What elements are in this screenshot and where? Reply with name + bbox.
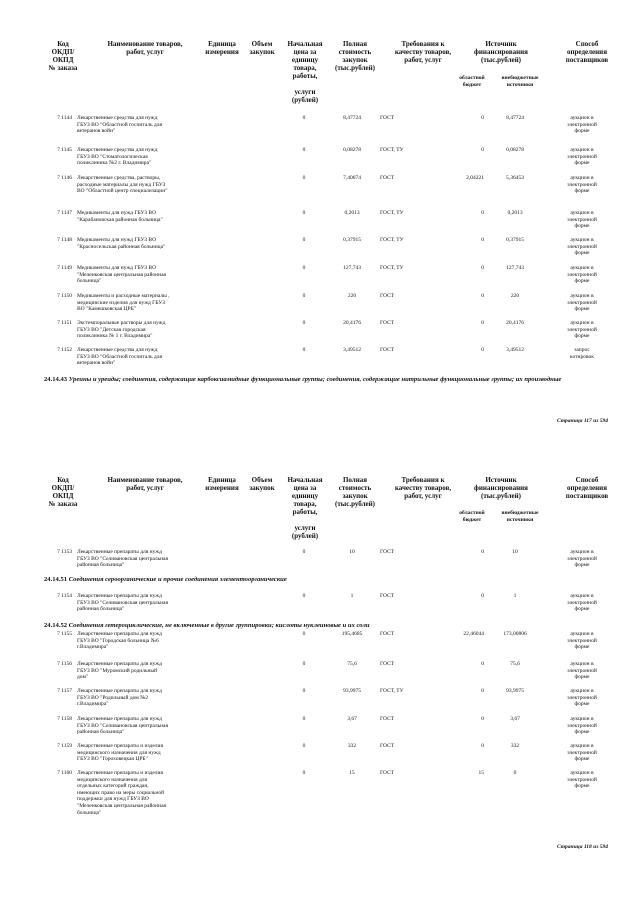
page-118: Код ОКДП/ ОКПД № заказа Наименование товаров, работ, услуг Единица измерения Объем закупок Начальная цена за единицу товара, работы, услуги (рублей) Полная стоимость закупок (тыс.рублей) Требования к качеству товаров, работ, услуг Источник финансирования (тыс.рублей) областной бюджет внебюджетные источники Способ определения поставщиков 7 1153 Лекарственные препараты для нужд ГБУЗ ВО "Селивановская центральная районная больница" 0 10 ГОСТ 0 10 аукцион в электронной форме 24.14.51 Соединения сероорганические и прочие соединения элементоорганические 7 1154 Лекарственные препараты для нужд ГБУЗ ВО "Селивановская центральная районная больница" 0 1 ГОСТ 0 1 аукцион в электронной форме 24.14.52 Соединения гетероциклические, не включенные в другие группировки; кислоты нуклеиновые и их соли 7 1155 Лекарственные препараты для нужд ГБУЗ ВО "Городская больница №6 г.Владимира" 0 195,4685 ГОСТ 22,46044 173,00806 аукцион в электронной форме 7 1156 Лекарственные препараты для нужд ГБУЗ ВО "Муромский родильный дом" 0 75,6 ГОСТ 0 75,6 аукцион в электронной форме 7 1157 Лекарственные препараты для нужд ГБУЗ ВО "Родильный дом №2 г.Владимира" 0 93,9975 ГОСТ, ТУ 0 93,9975 аукцион в электронной форме 7 1158 Лекарственные препараты для нужд ГБУЗ ВО "Селивановская центральная районная больница" 0 3,67 ГОСТ 0 3,67 аукцион в электронной форме 7 1159 Лекарственные препараты и изделия медицинского назначения для нужд ГБУЗ ВО "Гороховецкая ЦРБ" 0 332 ГОСТ 0 332 аукцион в электронной форме 7 1160 Лекарственные препараты и изделия медицинского назначения для отдельных категорий граждан, имеющих право на меры социальной поддержки для нужд ГБУЗ ВО "Меленковская центральная районная больница" 0 15 ГОСТ 15 0 аукцион в электронной форме Страница 118 из 594 [0, 452, 640, 905]
header-name: Наименование товаров, работ, услуг [107, 476, 183, 492]
header-method: Способ определения поставщиков [565, 40, 609, 64]
section-text: Соединения сероорганические и прочие соединения элементоорганические [68, 576, 287, 583]
header-code: Код ОКДП/ ОКПД № заказа [48, 40, 78, 72]
header-total: Полная стоимость закупок (тыс.рублей) [334, 476, 376, 508]
header-regional: областной бюджет [459, 75, 485, 88]
page-footer: Страница 118 из 594 [557, 844, 608, 850]
header-requirements: Требования к качеству товаров, работ, услуг [394, 476, 452, 500]
section-text: Уреины и уреиды; соединения, содержащие карбоксиамидные функциональные группы; соединения, содержащие нитрильные функциональные группы; их производные [68, 376, 562, 383]
header-unit: Единица измерения [205, 476, 239, 492]
section-heading [44, 622, 624, 630]
section-text: Соединения гетероциклические, не включенные в другие группировки; кислоты нуклеиновые и их соли [68, 622, 370, 629]
header-requirements: Требования к качеству товаров, работ, услуг [394, 40, 452, 64]
header-unit: Единица измерения [205, 40, 239, 56]
header-regional: областной бюджет [459, 510, 485, 523]
page-117: Код ОКДП/ ОКПД № заказа Наименование товаров, работ, услуг Единица измерения Объем закупок Начальная цена за единицу товара, работы, услуги (рублей) Полная стоимость закупок (тыс.рублей) Требования к качеству товаров, работ, услуг Источник финансирования (тыс.рублей) областной бюджет внебюджетные источники Способ определения поставщиков 7 1144 Лекарственные средства для нужд ГБУЗ ВО "Областной госпиталь для ветеранов войн" 0 8,47724 ГОСТ 0 8,47724 аукцион в электронной форме 7 1145 Лекарственные средства для нужд ГБУЗ ВО "Стоматологическая поликлиника №2 г. Владимира" 0 0,08278 ГОСТ, ТУ 0 0,08278 аукцион в электронной форме 7 1146 Лекарственные средства, растворы, расходные материалы для нужд ГБУЗ ВО "Областной центр специализации" 0 7,40674 ГОСТ 2,04221 5,36453 аукцион в электронной форме 7 1147 Медикаменты для нужд ГБУЗ ВО "Карабановская районная больница" 0 0,2013 ГОСТ, ТУ 0 0,2013 аукцион в электронной форме 7 1148 Медикаменты для нужд ГБУЗ ВО "Красносельская районная больница" 0 0,37915 ГОСТ, ТУ 0 0,37915 аукцион в электронной форме 7 1149 Медикаменты для нужд ГБУЗ ВО "Меленковская центральная районная больница" 0 127,743 ГОСТ, ТУ 0 127,743 аукцион в электронной форме 7 1150 Медикаменты и расходные материалы , медицинские изделия для нужд ГБУЗ ВО "Камешковская ЦРБ" 0 220 ГОСТ 0 220 аукцион в электронной форме 7 1151 Экстемпоральные растворы для нужд ГБУЗ ВО "Детская городская поликлиника № 1 г. Владимира" 0 20,4176 ГОСТ 0 20,4176 аукцион в электронной форме 7 1152 Лекарственные средства для нужд ГБУЗ ВО "Областной госпиталь для ветеранов войн" 0 3,49512 ГОСТ 0 3,49512 запрос котировок 24.14.43 Уреины и уреиды; соединения, содержащие карбоксиамидные функциональные группы; соединения, содержащие нитрильные функциональные группы; их производные Страница 117 из 594 [0, 0, 640, 452]
section-code: 24.14.51 [44, 576, 68, 583]
header-volume: Объем закупок [249, 476, 275, 492]
page-footer: Страница 117 из 594 [557, 418, 608, 424]
header-total: Полная стоимость закупок (тыс.рублей) [334, 40, 376, 72]
header-source: Источник финансирования (тыс.рублей) [474, 476, 528, 500]
header-source: Источник финансирования (тыс.рублей) [474, 40, 528, 64]
header-extrabudget: внебюджетные источники [501, 510, 539, 523]
header-method: Способ определения поставщиков [565, 476, 609, 500]
section-code: 24.14.43 [44, 376, 68, 383]
header-code: Код ОКДП/ ОКПД № заказа [48, 476, 78, 508]
section-heading [44, 576, 624, 584]
section-code: 24.14.52 [44, 622, 68, 629]
header-volume: Объем закупок [249, 40, 275, 56]
header-start-price: Начальная цена за единицу товара, работы, услуги (рублей) [287, 40, 323, 104]
header-extrabudget: внебюджетные источники [501, 75, 539, 88]
header-start-price: Начальная цена за единицу товара, работы, услуги (рублей) [287, 476, 323, 540]
header-name: Наименование товаров, работ, услуг [107, 40, 183, 56]
section-heading [44, 376, 624, 384]
